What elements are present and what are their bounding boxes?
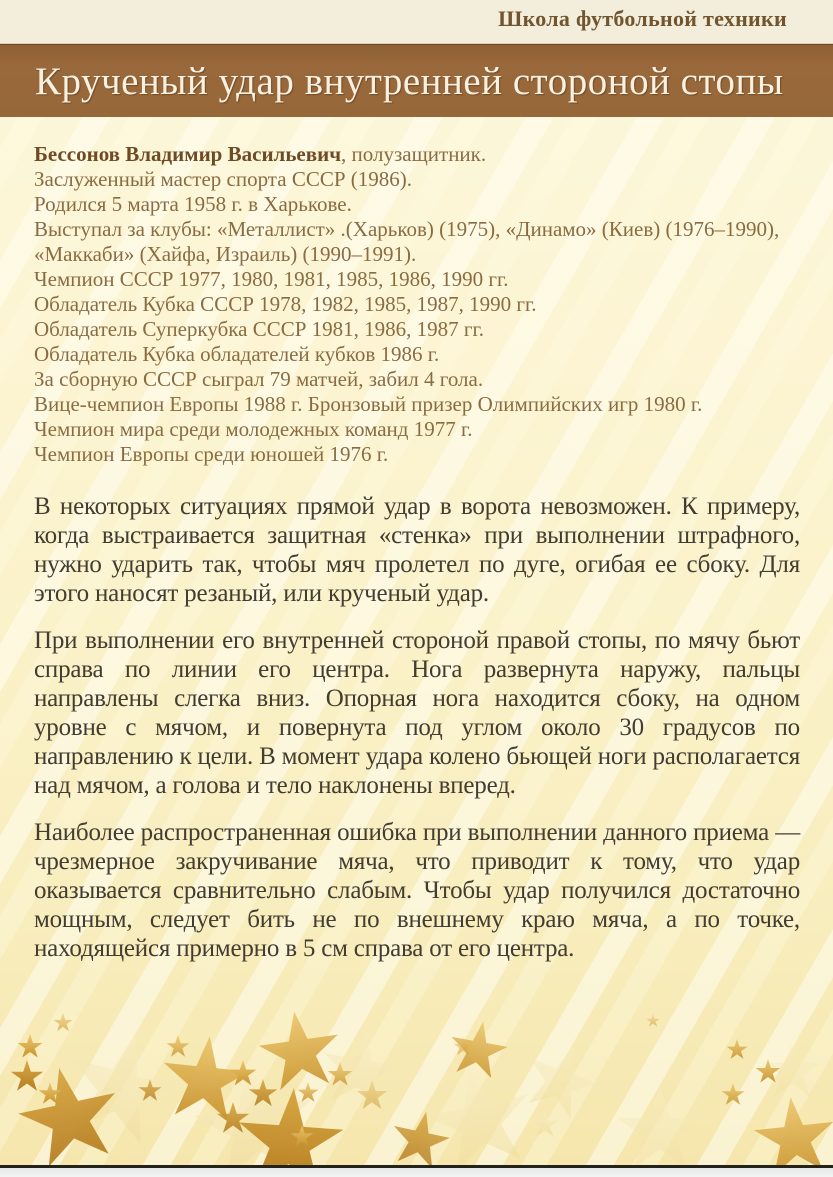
player-name: Бессонов Владимир Васильевич bbox=[34, 142, 342, 166]
running-head-text: Школа футбольной техники bbox=[498, 6, 787, 31]
bio-line: Чемпион мира среди молодежных команд 1977 г. bbox=[34, 417, 473, 441]
player-bio bbox=[34, 142, 800, 467]
bio-lines bbox=[34, 167, 800, 467]
bio-line: Родился 5 марта 1958 г. в Харькове. bbox=[34, 192, 352, 216]
page-edge-strip bbox=[0, 1168, 833, 1177]
player-role: , полузащитник. bbox=[341, 142, 487, 166]
article-paragraphs bbox=[34, 492, 800, 963]
bio-line: Обладатель Кубка обладателей кубков 1986 г. bbox=[34, 342, 440, 366]
bio-name-line bbox=[34, 142, 800, 167]
running-head bbox=[0, 0, 833, 44]
bio-line: Заслуженный мастер спорта СССР (1986). bbox=[34, 167, 412, 191]
article-paragraph: В некоторых ситуациях прямой удар в ворота невозможен. К примеру, когда выстраивается защитная «стенка» при выполнении штрафного, нужно ударить так, чтобы мяч пролетел по дуге, огибая ее сбоку. Для этого наносят резаный, или крученый удар. bbox=[34, 493, 800, 607]
star-icon bbox=[0, 987, 833, 1167]
article-content bbox=[0, 117, 833, 989]
bio-line: Обладатель Кубка СССР 1978, 1982, 1985, 1987, 1990 гг. bbox=[34, 292, 537, 316]
article-paragraph: При выполнении его внутренней стороной правой стопы, по мячу бьют справа по линии его центра. Нога развернута наружу, пальцы направлены слегка вниз. Опорная нога находится сбоку, на одном уровне с мячом, и повернута под углом около 30 градусов по направлению к цели. В момент удара колено бьющей ноги располагается над мячом, а голова и тело наклонены вперед. bbox=[34, 627, 800, 799]
bio-line: Выступал за клубы: «Металлист» .(Харьков) (1975), «Динамо» (Киев) (1976–1990), «Маккаби» (Хайфа, Израиль) (1990–1991). bbox=[34, 217, 780, 266]
chapter-title-banner bbox=[0, 44, 833, 117]
bio-line: Чемпион СССР 1977, 1980, 1981, 1985, 1986, 1990 гг. bbox=[34, 267, 509, 291]
bio-line: Чемпион Европы среди юношей 1976 г. bbox=[34, 442, 389, 466]
bio-line: Обладатель Суперкубка СССР 1981, 1986, 1987 гг. bbox=[34, 317, 485, 341]
bio-line: За сборную СССР сыграл 79 матчей, забил 4 гола. bbox=[34, 367, 484, 391]
stars-decoration bbox=[0, 987, 833, 1167]
article-paragraph: Наиболее распространенная ошибка при выполнении данного приема — чрезмерное закручивание мяча, что приводит к тому, что удар оказывается сравнительно слабым. Чтобы удар получился достаточно мощным, следует бить не по внешнему краю мяча, а по точке, находящейся примерно в 5 см справа от его центра. bbox=[34, 819, 800, 962]
page-title: Крученый удар внутренней стороной стопы bbox=[35, 59, 784, 103]
bio-line: Вице-чемпион Европы 1988 г. Бронзовый призер Олимпийских игр 1980 г. bbox=[34, 392, 703, 416]
